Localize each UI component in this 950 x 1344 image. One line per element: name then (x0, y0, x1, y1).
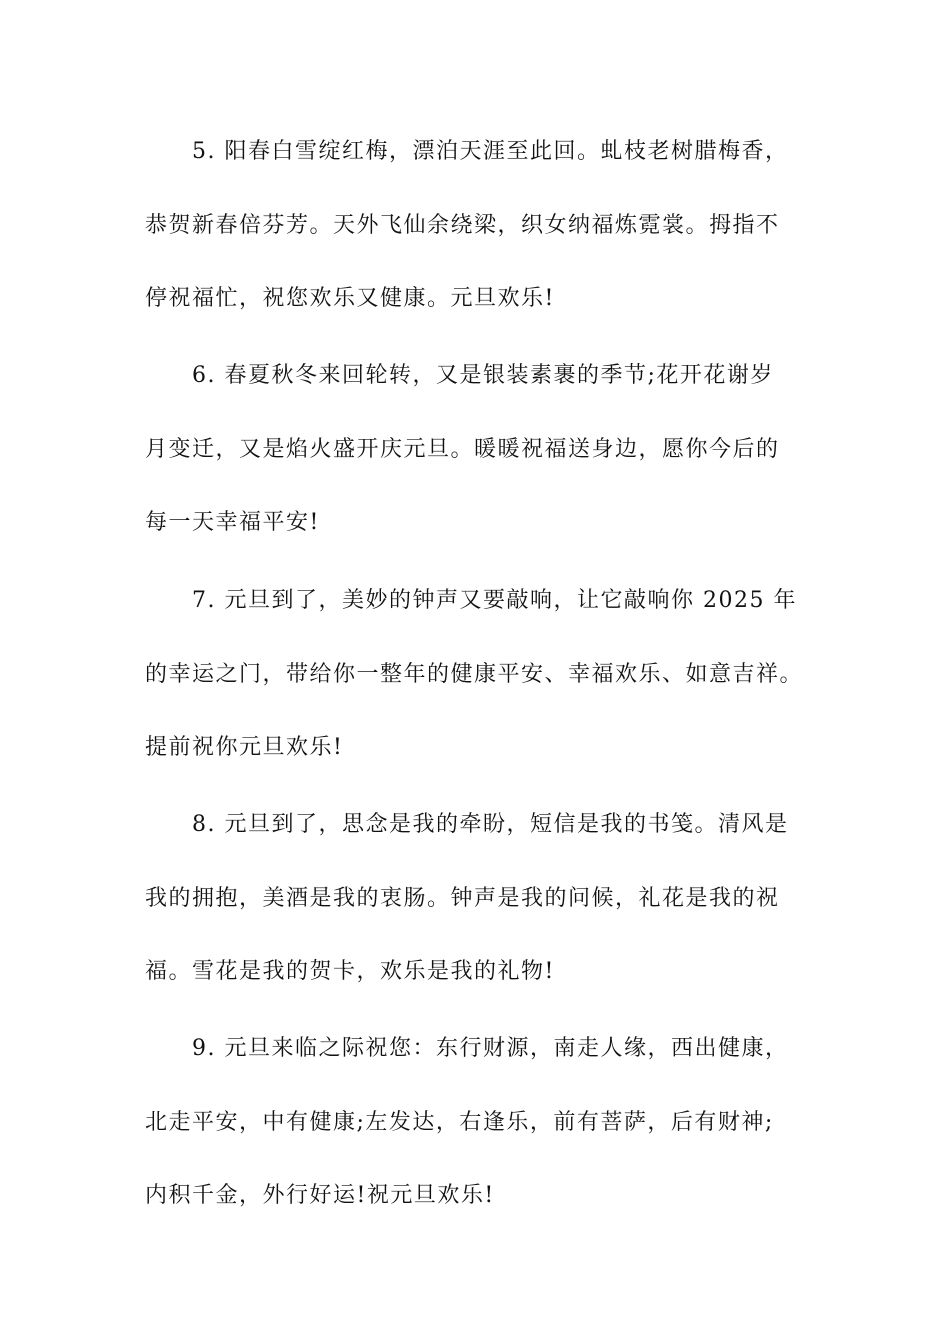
paragraph-line: 8. 元旦到了，思念是我的牵盼，短信是我的书笺。清风是 (192, 812, 789, 837)
paragraph-line: 内积千金，外行好运!祝元旦欢乐! (145, 1183, 495, 1208)
paragraph-line: 5. 阳春白雪绽红梅，漂泊天涯至此回。虬枝老树腊梅香， (192, 139, 789, 164)
paragraph-line: 7. 元旦到了，美妙的钟声又要敲响，让它敲响你 2025 年 (192, 588, 797, 613)
paragraph-8 (145, 788, 835, 1009)
paragraph-9 (145, 1012, 835, 1233)
paragraph-line: 福。雪花是我的贺卡，欢乐是我的礼物! (145, 959, 555, 984)
paragraph-line: 北走平安，中有健康;左发达，右逢乐，前有菩萨，后有财神; (145, 1109, 774, 1135)
paragraph-line: 停祝福忙，祝您欢乐又健康。元旦欢乐! (145, 286, 555, 311)
paragraph-line: 6. 春夏秋冬来回轮转，又是银装素裹的季节;花开花谢岁 (192, 363, 774, 388)
paragraph-line: 的幸运之门，带给你一整年的健康平安、幸福欢乐、如意吉祥。 (145, 661, 804, 687)
paragraph-5 (145, 115, 835, 336)
paragraph-line: 9. 元旦来临之际祝您：东行财源，南走人缘，西出健康， (192, 1036, 789, 1061)
paragraph-7 (145, 564, 835, 785)
paragraph-line: 恭贺新春倍芬芳。天外飞仙余绕梁，织女纳福炼霓裳。拇指不 (145, 212, 780, 238)
paragraph-line: 我的拥抱，美酒是我的衷肠。钟声是我的问候，礼花是我的祝 (145, 885, 780, 911)
paragraph-6 (145, 339, 835, 560)
paragraph-line: 月变迁，又是焰火盛开庆元旦。暖暖祝福送身边，愿你今后的 (145, 436, 780, 462)
paragraph-line: 提前祝你元旦欢乐! (145, 735, 344, 760)
paragraph-line: 每一天幸福平安! (145, 510, 320, 535)
